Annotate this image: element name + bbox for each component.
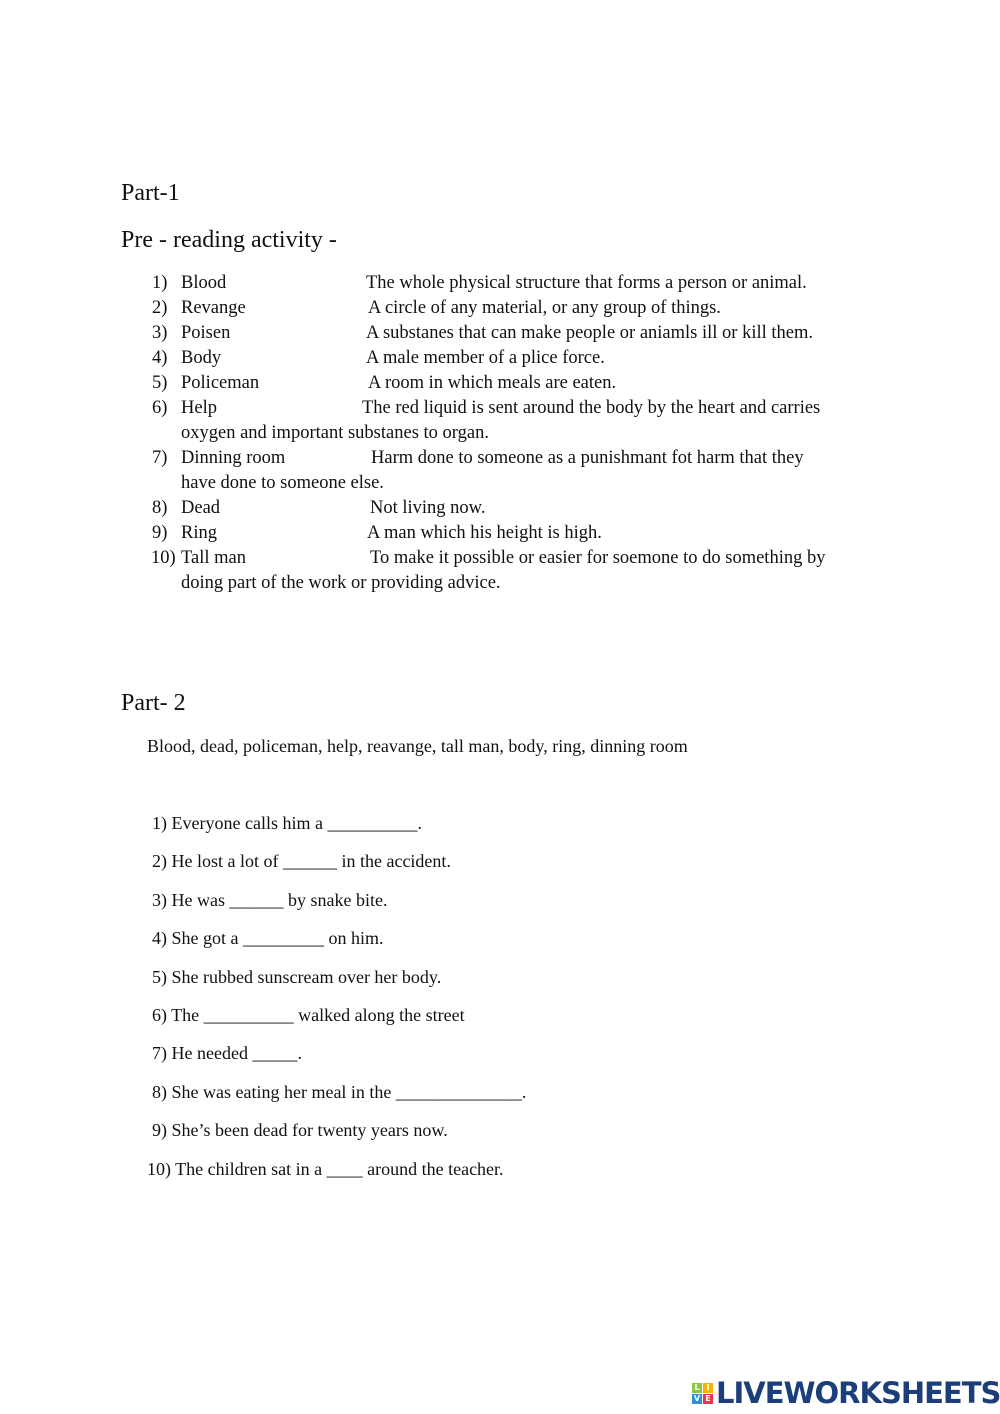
logo-letter-tile: I (703, 1383, 713, 1393)
item-definition: Not living now. (370, 498, 486, 518)
fill-in-sentence: 2) He lost a lot of ______ in the accident. (152, 851, 451, 872)
item-number: 10) (151, 548, 176, 568)
fill-in-sentence: 6) The __________ walked along the street (152, 1005, 465, 1025)
liveworksheets-logo (692, 1376, 1000, 1410)
logo-letter-tile: V (693, 1394, 701, 1403)
item-number: 6) (152, 398, 168, 418)
item-term: Dead (181, 498, 221, 518)
fill-in-sentence: 1) Everyone calls him a __________. (152, 813, 422, 833)
part1-subtitle: Pre - reading activity - (121, 227, 337, 253)
item-definition: The whole physical structure that forms a person or animal. (366, 273, 807, 293)
item-definition: A room in which meals are eaten. (368, 373, 617, 393)
item-number: 9) (152, 523, 168, 543)
item-definition: A circle of any material, or any group of things. (368, 298, 721, 318)
item-definition-continued: doing part of the work or providing advice. (181, 573, 501, 593)
item-number: 4) (152, 348, 168, 368)
logo-letter-tile: E (703, 1394, 713, 1404)
fill-in-sentence: 5) She rubbed sunscream over her body. (152, 966, 442, 987)
fill-in-sentence: 10) The children sat in a ____ around the teacher. (147, 1158, 504, 1179)
part1-title: Part-1 (121, 180, 180, 206)
item-definition: Harm done to someone as a punishmant fot harm that they (371, 448, 804, 468)
item-term: Policeman (181, 373, 260, 393)
item-term: Help (181, 398, 217, 418)
item-term: Blood (181, 273, 227, 293)
item-number: 5) (152, 373, 168, 393)
fill-in-sentence: 7) He needed _____. (152, 1043, 302, 1064)
item-number: 8) (152, 498, 168, 518)
item-definition-continued: have done to someone else. (181, 473, 384, 493)
item-number: 1) (152, 273, 168, 293)
item-term: Ring (181, 523, 217, 543)
fill-in-sentence: 3) He was ______ by snake bite. (152, 889, 388, 910)
part2-title: Part- 2 (121, 690, 186, 716)
item-definition: To make it possible or easier for soemone to do something by (370, 548, 826, 568)
item-number: 2) (152, 298, 168, 318)
fill-in-sentence: 4) She got a _________ on him. (152, 928, 384, 949)
item-term: Poisen (181, 323, 231, 343)
item-term: Body (181, 348, 222, 368)
item-term: Revange (181, 298, 246, 318)
item-definition: A substanes that can make people or aniamls ill or kill them. (366, 323, 813, 343)
logo-text: LIVEWORKSHEETS (716, 1376, 1000, 1410)
item-number: 7) (152, 448, 168, 468)
item-number: 3) (152, 323, 168, 343)
item-definition: A male member of a plice force. (366, 348, 605, 368)
logo-icon (692, 1383, 713, 1404)
word-bank: Blood, dead, policeman, help, reavange, tall man, body, ring, dinning room (147, 736, 688, 756)
fill-in-sentence: 8) She was eating her meal in the ______________. (152, 1081, 527, 1102)
item-definition: A man which his height is high. (367, 523, 602, 543)
item-term: Tall man (181, 548, 246, 568)
item-definition: The red liquid is sent around the body by the heart and carries (362, 398, 821, 418)
item-definition-continued: oxygen and important substanes to organ. (181, 423, 489, 443)
logo-letter-tile: L (692, 1383, 702, 1393)
fill-in-sentence: 9) She’s been dead for twenty years now. (152, 1120, 448, 1141)
item-term: Dinning room (181, 448, 286, 468)
